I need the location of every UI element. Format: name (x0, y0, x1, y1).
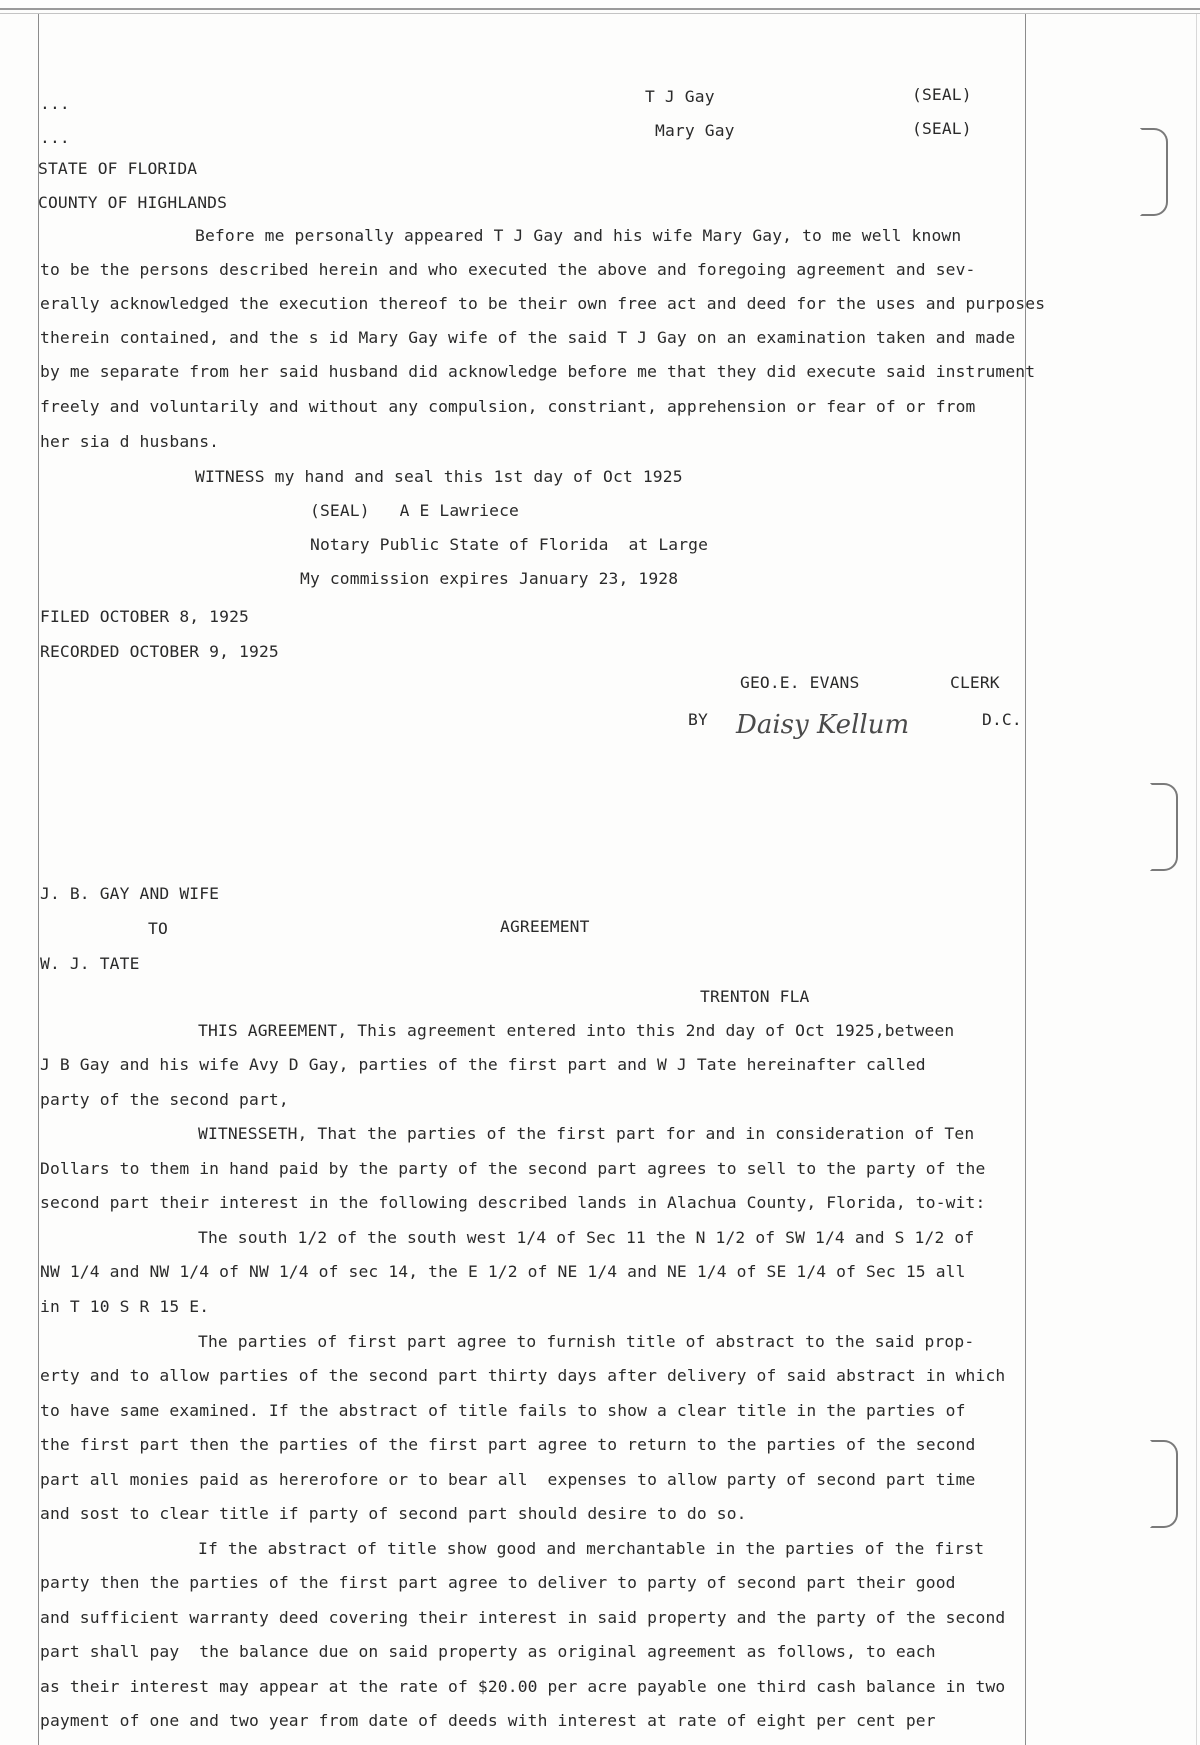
paragraph-line: J B Gay and his wife Avy D Gay, parties of the first part and W J Tate hereinafter called (40, 1055, 926, 1074)
paragraph-line: her sia d husbans. (40, 432, 220, 451)
notary-title: Notary Public State of Florida at Large (310, 535, 709, 554)
clerk-name: GEO.E. EVANS (740, 673, 860, 692)
clerk-signature (732, 705, 942, 745)
by-label: BY (688, 710, 708, 729)
paragraph-line: The south 1/2 of the south west 1/4 of Sec 11 the N 1/2 of SW 1/4 and S 1/2 of (198, 1228, 975, 1247)
recorded-date: RECORDED OCTOBER 9, 1925 (40, 642, 279, 661)
filed-date: FILED OCTOBER 8, 1925 (40, 607, 249, 626)
seal-label: (SEAL) (912, 85, 972, 104)
first-party-heading: J. B. GAY AND WIFE (40, 884, 220, 903)
paragraph-line: as their interest may appear at the rate of $20.00 per acre payable one third cash balance in two (40, 1677, 1006, 1696)
signer-name: T J Gay (645, 87, 715, 106)
left-margin-rule (38, 14, 39, 1745)
paragraph-line: part shall pay the balance due on said property as original agreement as follows, to each (40, 1642, 936, 1661)
paragraph-line: If the abstract of title show good and merchantable in the parties of the first (198, 1539, 985, 1558)
paragraph-line: by me separate from her said husband did acknowledge before me that they did execute said instrument (40, 362, 1036, 381)
paragraph-line: WITNESSETH, That the parties of the first part for and in consideration of Ten (198, 1124, 975, 1143)
deputy-clerk-label: D.C. (982, 710, 1022, 729)
paragraph-line: in T 10 S R 15 E. (40, 1297, 210, 1316)
place-label: TRENTON FLA (700, 987, 810, 1006)
paragraph-line: part all monies paid as hererofore or to bear all expenses to allow party of second part time (40, 1470, 976, 1489)
paragraph-line: to have same examined. If the abstract of title fails to show a clear title in the parties of (40, 1401, 966, 1420)
right-margin-rule (1025, 14, 1026, 1745)
county-heading: COUNTY OF HIGHLANDS (38, 193, 228, 212)
agreement-title: AGREEMENT (500, 917, 590, 936)
paragraph-line: therein contained, and the s id Mary Gay wife of the said T J Gay on an examination taken and made (40, 328, 1016, 347)
paragraph-line: THIS AGREEMENT, This agreement entered into this 2nd day of Oct 1925,between (198, 1021, 955, 1040)
binder-hole-icon (1140, 128, 1168, 216)
notary-seal: (SEAL) A E Lawriece (310, 501, 519, 520)
ellipsis-marker: ... (40, 128, 70, 147)
witness-line: WITNESS my hand and seal this 1st day of Oct 1925 (195, 467, 683, 486)
signer-name: Mary Gay (655, 121, 735, 140)
paragraph-line: payment of one and two year from date of deeds with interest at rate of eight per cent per (40, 1711, 936, 1730)
paragraph-line: and sufficient warranty deed covering their interest in said property and the party of the second (40, 1608, 1006, 1627)
paragraph-line: erally acknowledged the execution thereof to be their own free act and deed for the uses and purposes (40, 294, 1046, 313)
commission-expiry: My commission expires January 23, 1928 (300, 569, 679, 588)
paragraph-line: Before me personally appeared T J Gay and his wife Mary Gay, to me well known (195, 226, 962, 245)
to-label: TO (148, 919, 168, 938)
state-heading: STATE OF FLORIDA (38, 159, 198, 178)
paragraph-line: The parties of first part agree to furnish title of abstract to the said prop- (198, 1332, 975, 1351)
paragraph-line: and sost to clear title if party of second part should desire to do so. (40, 1504, 747, 1523)
paragraph-line: party then the parties of the first part agree to deliver to party of second part their good (40, 1573, 956, 1592)
paragraph-line: second part their interest in the following described lands in Alachua County, Florida, to-wit: (40, 1193, 986, 1212)
paragraph-line: the first part then the parties of the first part agree to return to the parties of the second (40, 1435, 976, 1454)
page-edge (1196, 14, 1197, 1745)
ellipsis-marker: ... (40, 94, 70, 113)
paragraph-line: to be the persons described herein and who executed the above and foregoing agreement and sev- (40, 260, 976, 279)
top-rule (0, 8, 1200, 10)
paragraph-line: freely and voluntarily and without any compulsion, constriant, apprehension or fear of or from (40, 397, 976, 416)
paragraph-line: erty and to allow parties of the second part thirty days after delivery of said abstract in which (40, 1366, 1006, 1385)
top-rule-secondary (0, 13, 1200, 14)
paragraph-line: Dollars to them in hand paid by the party of the second part agrees to sell to the party of the (40, 1159, 986, 1178)
seal-label: (SEAL) (912, 119, 972, 138)
binder-hole-icon (1150, 1440, 1178, 1528)
paragraph-line: NW 1/4 and NW 1/4 of NW 1/4 of sec 14, the E 1/2 of NE 1/4 and NE 1/4 of SE 1/4 of Sec 15 all (40, 1262, 966, 1281)
paragraph-line: party of the second part, (40, 1090, 289, 1109)
second-party-heading: W. J. TATE (40, 954, 140, 973)
signature-text: Daisy Kellum (736, 710, 910, 740)
clerk-title: CLERK (950, 673, 1000, 692)
binder-hole-icon (1150, 783, 1178, 871)
